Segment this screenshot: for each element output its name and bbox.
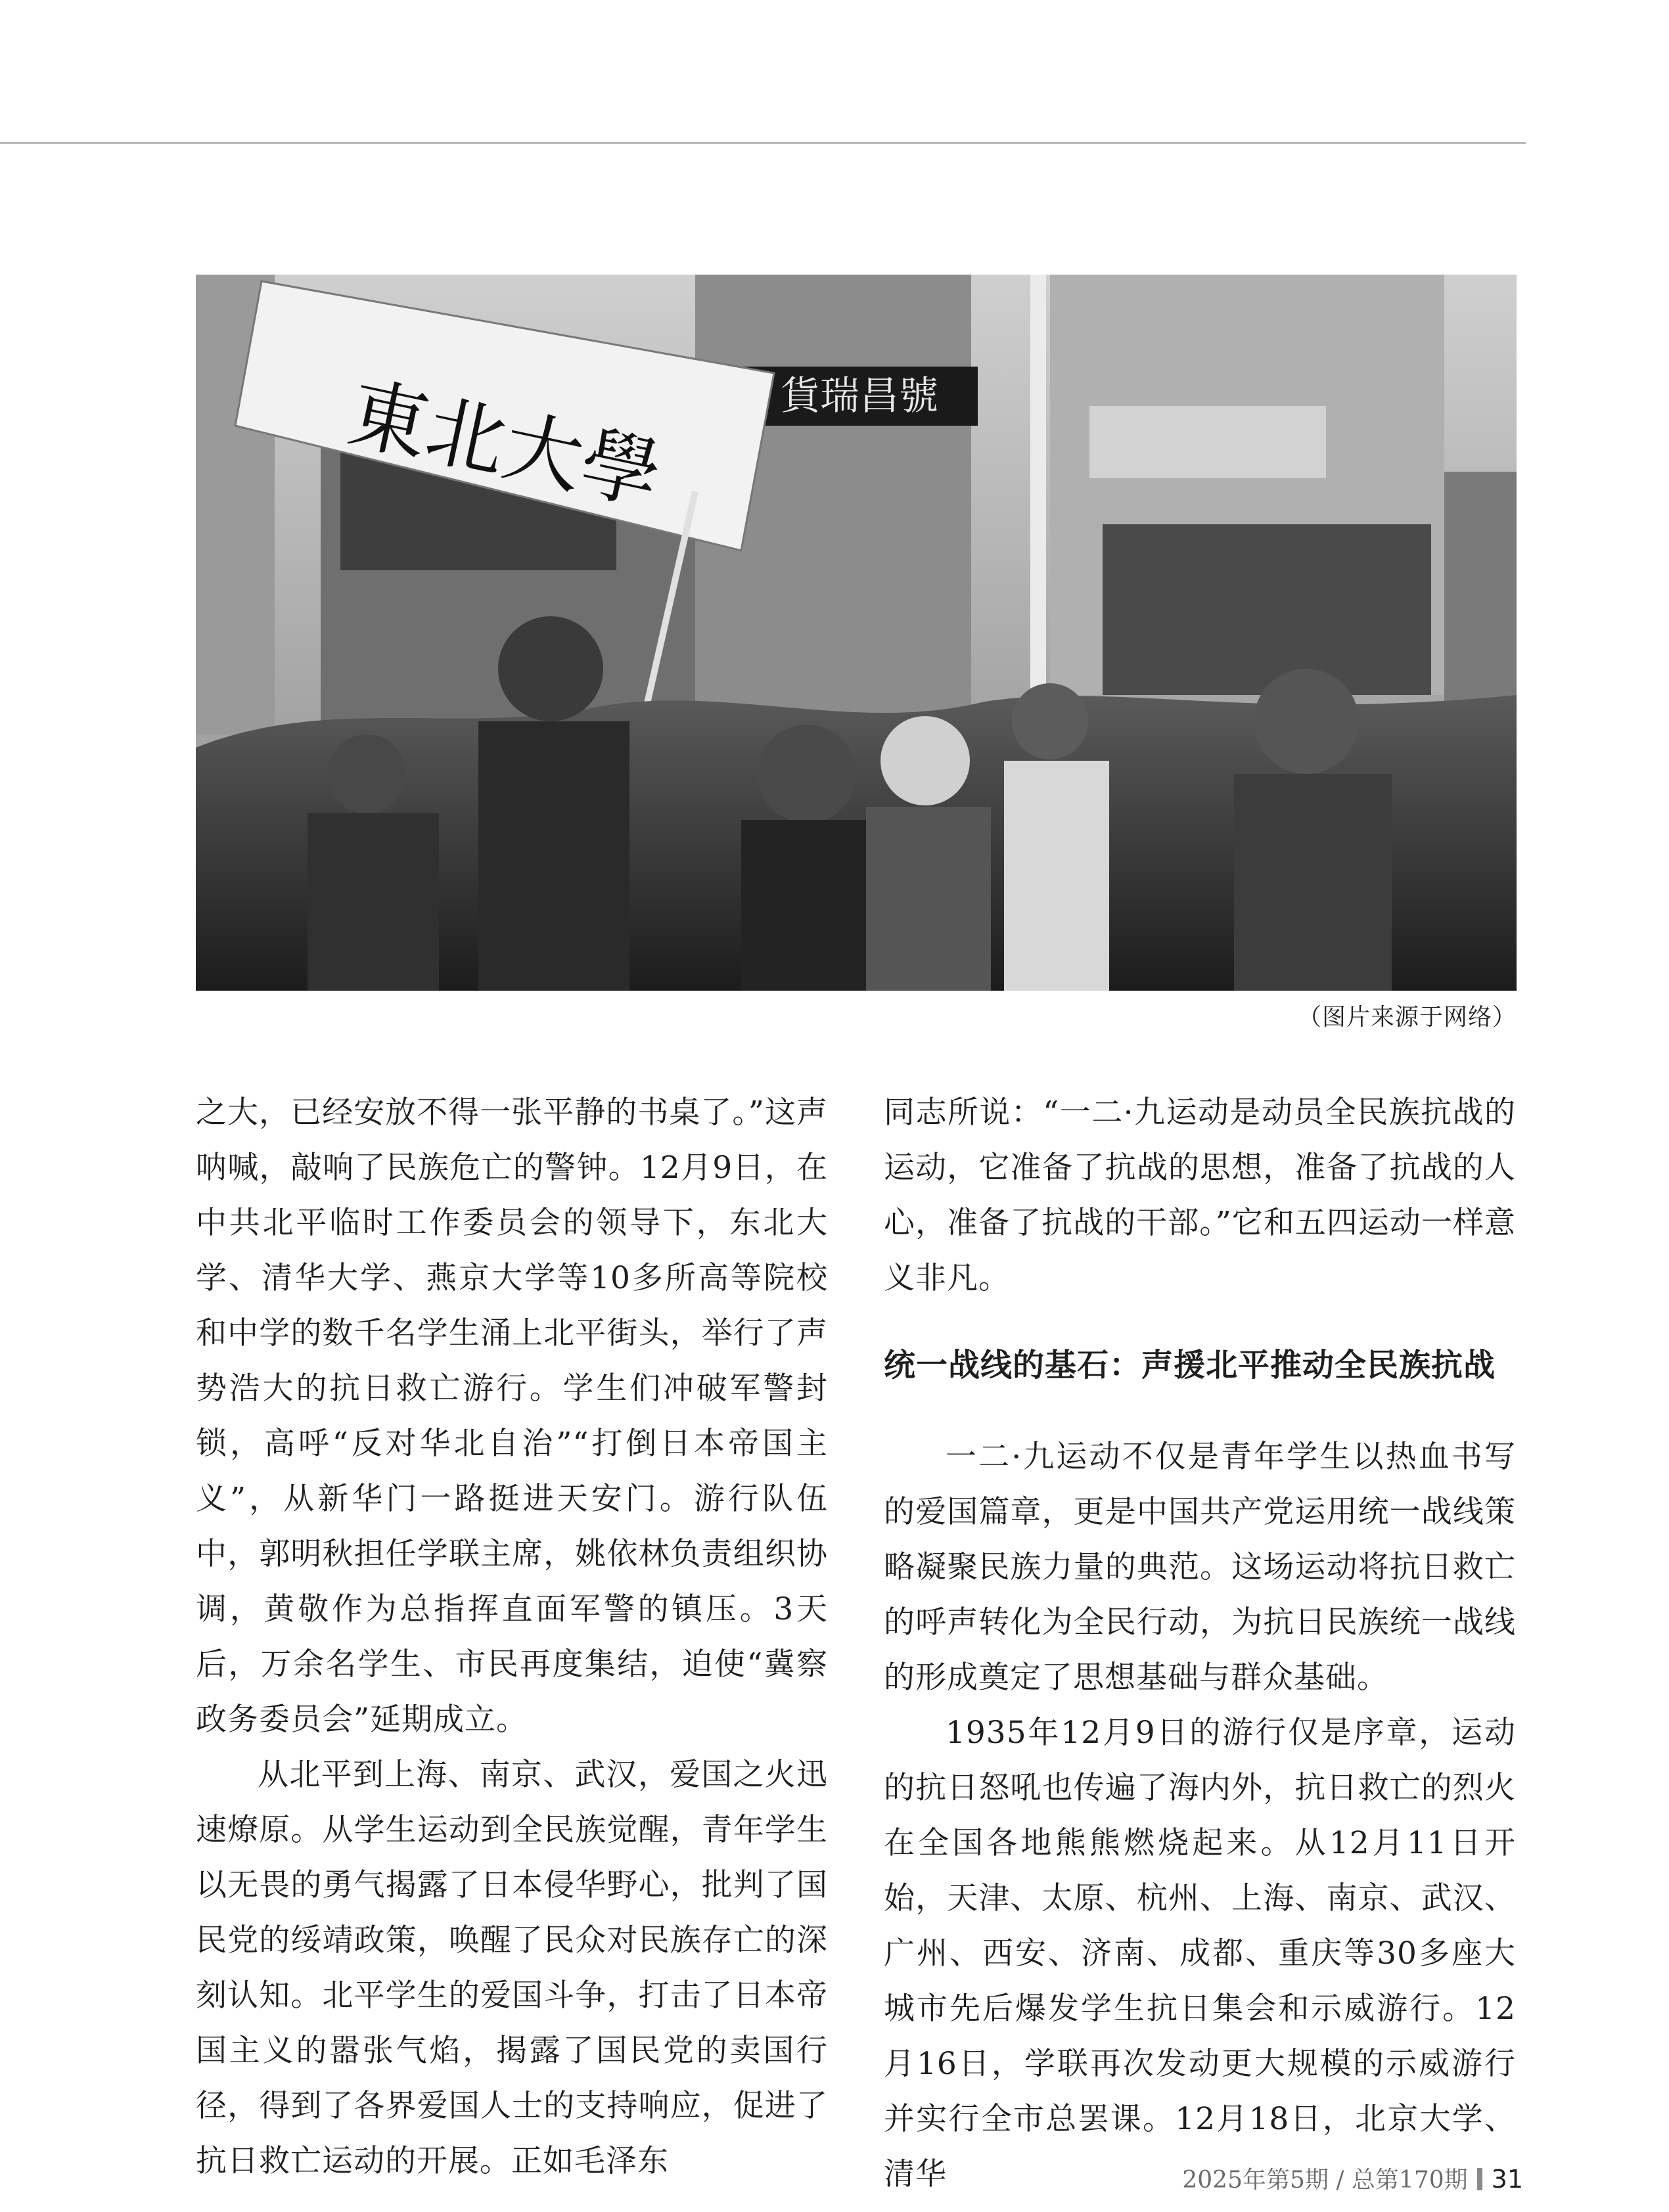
banner-text: 東北大學 (340, 367, 669, 523)
issue-info: 2025年第5期 / 总第170期 (1182, 2167, 1468, 2194)
left-column (196, 1085, 828, 2189)
page-footer (1182, 2161, 1523, 2195)
right-column (884, 1085, 1516, 2202)
body-paragraph: 从北平到上海、南京、武汉，爱国之火迅速燎原。从学生运动到全民族觉醒，青年学生以无畏的勇气揭露了日本侵华野心，批判了国民党的绥靖政策，唤醒了民众对民族存亡的深刻认知。北平学生的爱国斗争，打击了日本帝国主义的嚣张气焰，揭露了国民党的卖国行径，得到了各界爱国人士的支持响应，促进了抗日救亡运动的开展。正如毛泽东 (196, 1757, 828, 2179)
photo-caption: （图片来源于网络） (1297, 1004, 1517, 1031)
body-paragraph: 之大，已经安放不得一张平静的书桌了。”这声呐喊，敲响了民族危亡的警钟。12月9日，在中共北平临时工作委员会的领导下，东北大学、清华大学、燕京大学等10多所高等院校和中学的数千名学生涌上北平街头，举行了声势浩大的抗日救亡游行。学生们冲破军警封锁，高呼“反对华北自治”“打倒日本帝国主义”，从新华门一路挺进天安门。游行队伍中，郭明秋担任学联主席，姚依林负责组织协调，黄敬作为总指挥直面军警的镇压。3天后，万余名学生、市民再度集结，迫使“冀察政务委员会”延期成立。 (196, 1095, 828, 1738)
header-rule (0, 142, 1526, 144)
body-paragraph: 同志所说：“一二·九运动是动员全民族抗战的运动，它准备了抗战的思想，准备了抗战的人心，准备了抗战的干部。”它和五四运动一样意义非凡。 (884, 1095, 1516, 1296)
section-heading: 统一战线的基石：声援北平推动全民族抗战 (884, 1347, 1496, 1384)
shop-sign-text: 貨瑞昌號 (781, 373, 938, 419)
body-paragraph: 1935年12月9日的游行仅是序章，运动的抗日怒吼也传遍了海内外，抗日救亡的烈火在全国各地熊熊燃烧起来。从12月11日开始，天津、太原、杭州、上海、南京、武汉、广州、西安、济南、成都、重庆等30多座大城市先后爆发学生抗日集会和示威游行。12月16日，学联再次发动更大规模的示威游行并实行全市总罢课。12月18日，北京大学、清华 (884, 1715, 1516, 2192)
body-paragraph: 一二·九运动不仅是青年学生以热血书写的爱国篇章，更是中国共产党运用统一战线策略凝聚民族力量的典范。这场运动将抗日救亡的呼声转化为全民行动，为抗日民族统一战线的形成奠定了思想基础与群众基础。 (884, 1439, 1516, 1696)
page-number: 31 (1491, 2165, 1523, 2194)
historical-photo (196, 275, 1517, 991)
folio-divider (1477, 2168, 1482, 2190)
